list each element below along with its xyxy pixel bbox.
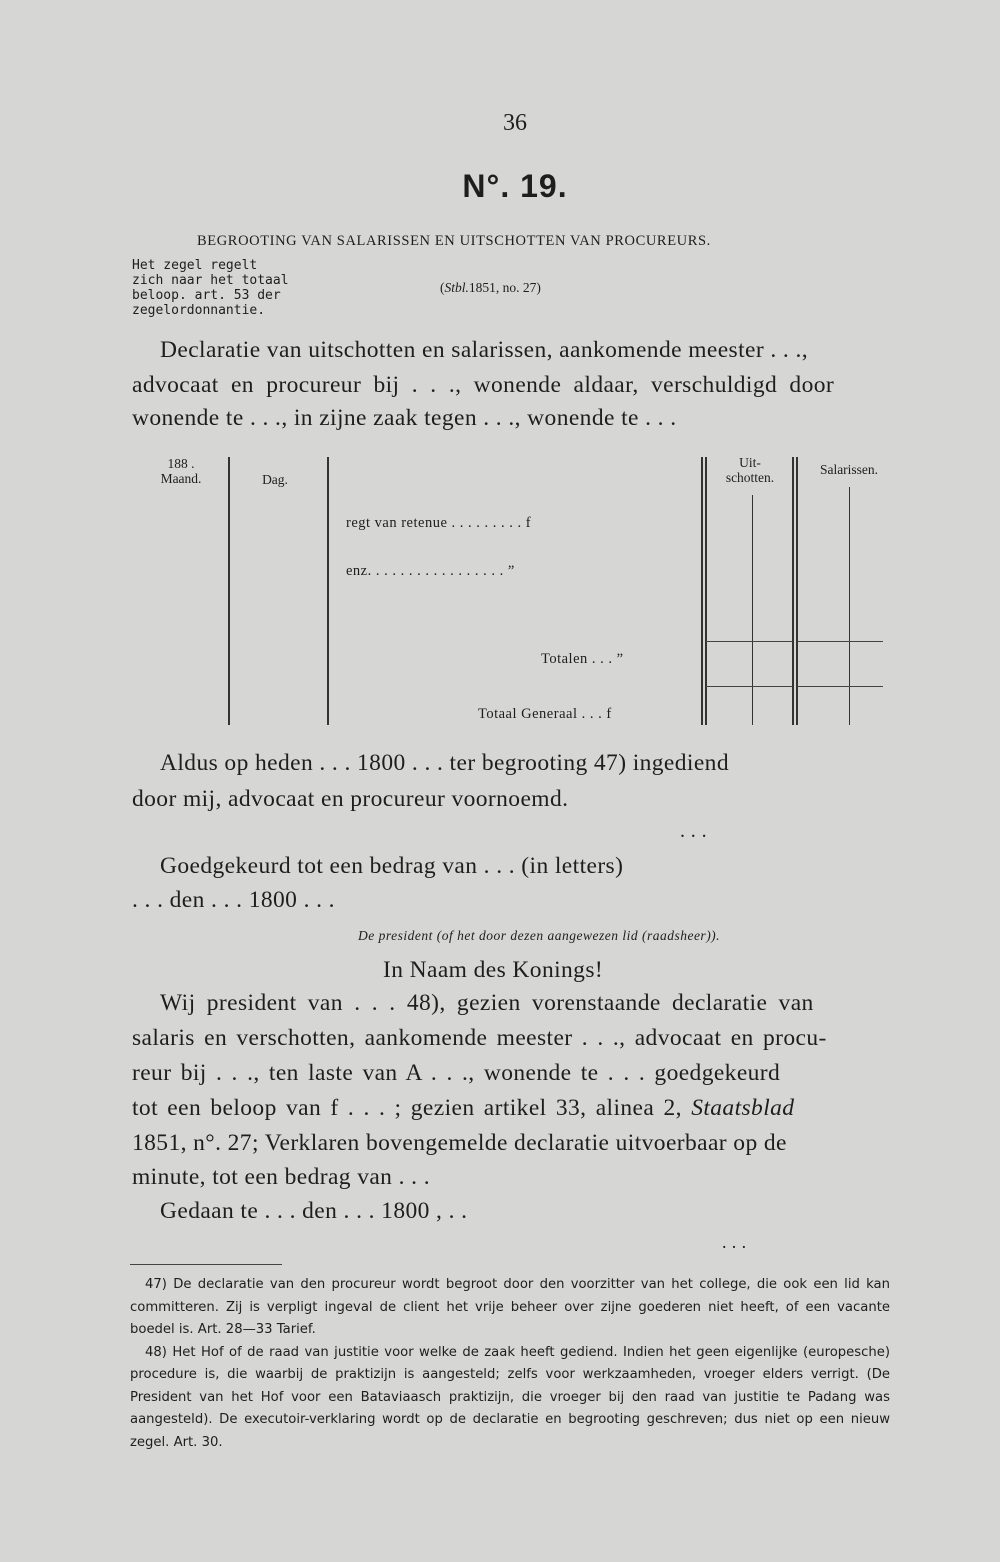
stamp-note xyxy=(132,258,289,318)
judgment-line: minute, tot een bedrag van . . . xyxy=(132,1164,430,1190)
column-divider xyxy=(705,457,707,725)
statute-reference: (Stbl.1851, no. 27) xyxy=(440,280,541,295)
column-divider xyxy=(796,457,798,725)
body-line: door mij, advocaat en procureur voornoemd. xyxy=(132,786,569,812)
ellipsis: . . . xyxy=(680,820,707,842)
cents-divider xyxy=(752,495,753,725)
footnote-47: 47) De declaratie van den procureur wordt begroot door den voorzitter van het college, die ook een lid kan committeren. Zij is verpligt ingeval de client het vrije beheer over zijne goederen niet heeft, of een vacante boedel is. Art. 28—33 Tarief. xyxy=(130,1277,890,1337)
table-row: enz. . . . . . . . . . . . . . . . . ” xyxy=(346,563,515,579)
footnote-48: 48) Het Hof of de raad van justitie voor welke de zaak heeft gediend. Indien het geen eigenlijke (europesche) procedure is, die waarbij de praktizijn is aangesteld; zelfs voor werkzaamheden, vroeger elders verrigt. (De President van het Hof voor een Bataviaasch praktizijn, die vroeger bij den raad van justitie te Padang was aangesteld). De executoir-verklaring wordt op de declaratie en begrooting geschreven; dus niet op een nieuw zegel. Art. 30. xyxy=(130,1344,890,1450)
stamp-note-line: zegelordonnantie. xyxy=(132,303,266,318)
cents-divider xyxy=(849,487,850,725)
body-line: Aldus op heden . . . 1800 . . . ter begrooting 47) ingediend xyxy=(160,750,729,776)
judgment-line: Gedaan te . . . den . . . 1800 , . . xyxy=(160,1198,468,1224)
footnote-rule xyxy=(130,1264,282,1265)
form-title: BEGROOTING VAN SALARISSEN EN UITSCHOTTEN VAN PROCUREURS. xyxy=(197,233,711,249)
judgment-line: salaris en verschotten, aankomende meester . . ., advocaat en procu- xyxy=(132,1025,827,1051)
column-divider xyxy=(792,457,794,725)
column-header-expenses: Uit- schotten. xyxy=(725,455,775,485)
staatsblad-italic: Staatsblad xyxy=(691,1095,795,1121)
declaration-line: wonende te . . ., in zijne zaak tegen . . ., wonende te . . . xyxy=(132,405,677,431)
column-divider xyxy=(228,457,230,725)
declaration-line: Declaratie van uitschotten en salarissen, aankomende meester . . ., xyxy=(160,337,809,363)
declaration-line: advocaat en procureur bij . . ., wonende aldaar, verschuldigd door xyxy=(132,372,835,398)
body-line: . . . den . . . 1800 . . . xyxy=(132,887,335,913)
column-header-day: Dag. xyxy=(262,472,288,487)
judgment-line: Wij president van . . . 48), gezien vorenstaande declaratie van xyxy=(160,990,814,1016)
judgment-line: reur bij . . ., ten laste van A . . ., wonende te . . . goedgekeurd xyxy=(132,1060,781,1086)
signature-line: De president (of het door dezen aangewezen lid (raadsheer)). xyxy=(358,928,721,943)
totals-rule xyxy=(797,641,883,642)
totals-row: Totalen . . . ” xyxy=(541,651,624,667)
ellipsis: . . . xyxy=(722,1232,747,1252)
body-line: Goedgekeurd tot een bedrag van . . . (in letters) xyxy=(160,853,624,879)
page-number: 36 xyxy=(503,110,527,136)
stamp-note-line: beloop. art. 53 der xyxy=(132,288,281,303)
stamp-note-line: zich naar het totaal xyxy=(132,273,289,288)
column-header-year: 188 . xyxy=(167,456,195,471)
form-number: N°. 19. xyxy=(462,168,568,204)
stamp-note-line: Het zegel regelt xyxy=(132,258,258,273)
column-header-salaries: Salarissen. xyxy=(819,462,879,477)
grand-total-rule xyxy=(797,686,883,687)
judgment-line: tot een beloop van f . . . ; gezien artikel 33, alinea 2, Staatsblad xyxy=(132,1095,795,1121)
column-header-month: Maand. xyxy=(160,471,202,486)
grand-total-rule xyxy=(706,686,792,687)
totals-rule xyxy=(706,641,792,642)
section-heading: In Naam des Konings! xyxy=(383,957,604,983)
grand-total-row: Totaal Generaal . . . f xyxy=(478,706,612,722)
column-divider xyxy=(701,457,703,725)
table-row: regt van retenue . . . . . . . . . f xyxy=(346,515,532,531)
judgment-line: 1851, n°. 27; Verklaren bovengemelde declaratie uitvoerbaar op de xyxy=(132,1130,787,1156)
column-divider xyxy=(327,457,329,725)
footnotes xyxy=(130,1274,890,1454)
